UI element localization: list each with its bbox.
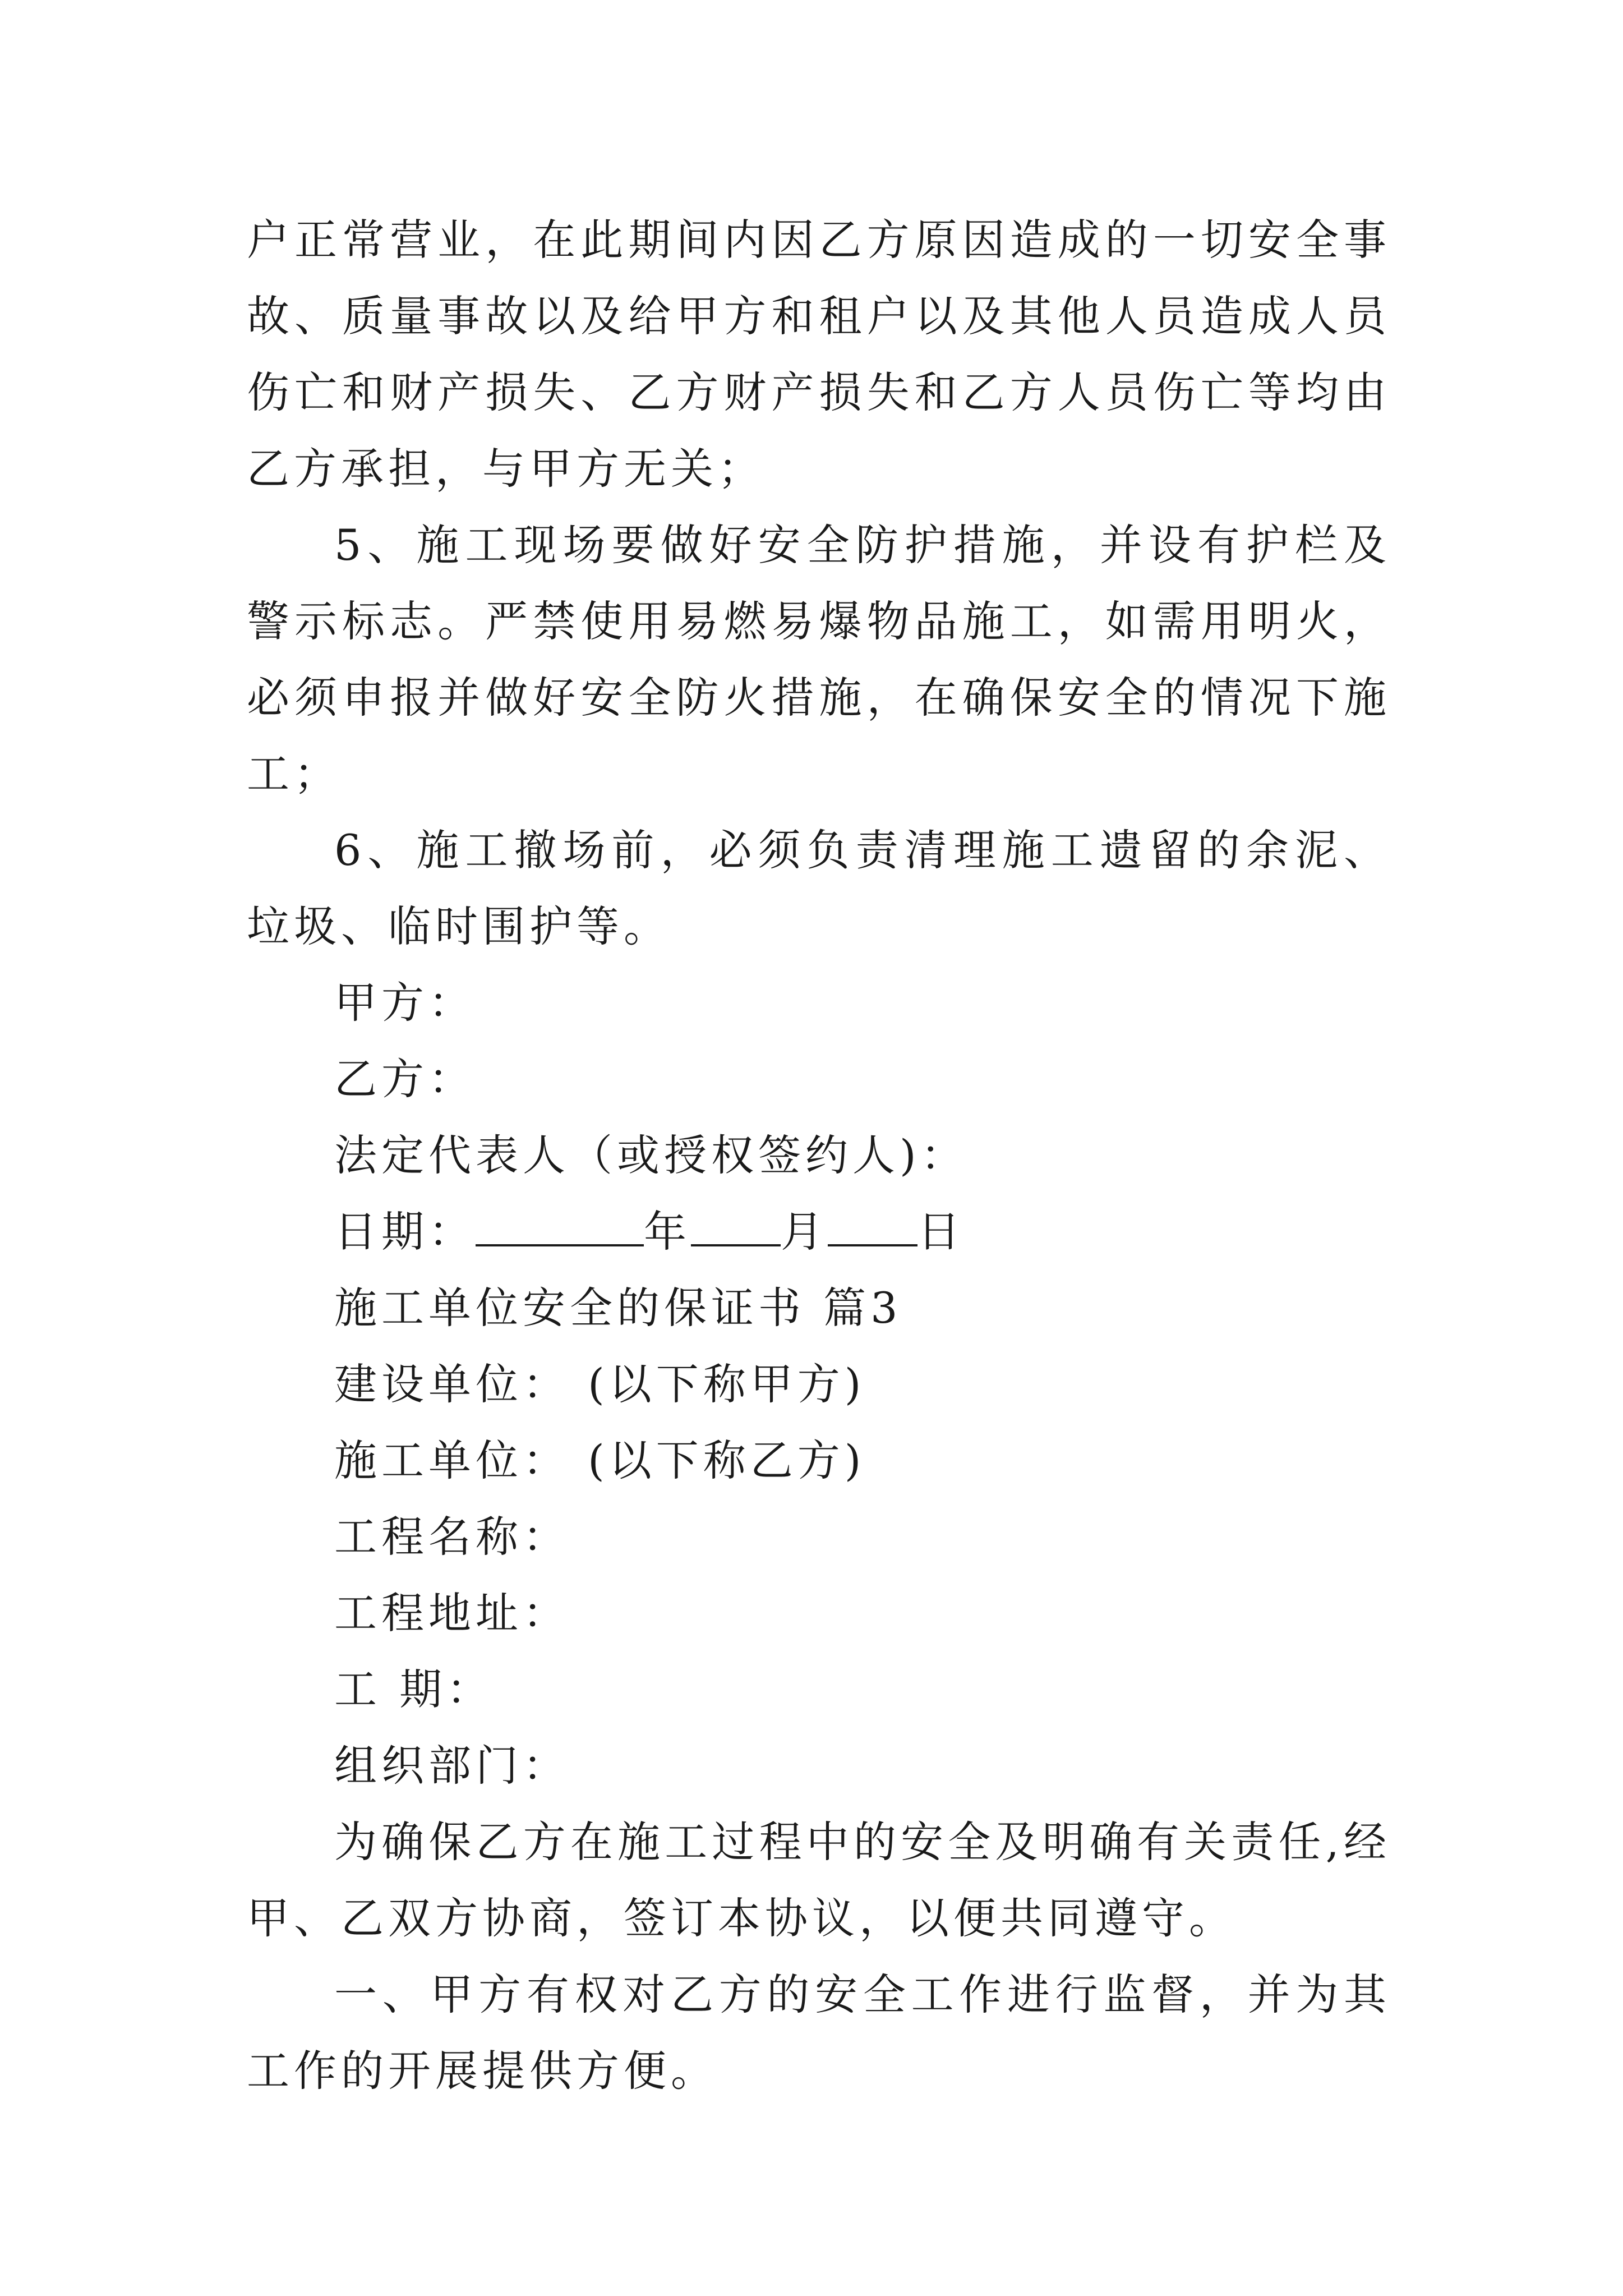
paragraph-clause-1: 一、甲方有权对乙方的安全工作进行监督，并为其工作的开展提供方便。 xyxy=(247,1970,1391,2096)
builder-field: 建设单位： (以下称甲方) xyxy=(334,1359,866,1409)
date-line xyxy=(247,1194,1391,1270)
duration-field: 工 期： xyxy=(334,1664,494,1714)
paragraph-clause-5: 5、施工现场要做好安全防护措施，并设有护栏及警示标志。严禁使用易燃易爆物品施工，如需用明火，必须申报并做好安全防火措施，在确保安全的情况下施工； xyxy=(247,520,1391,799)
party-a-label: 甲方： xyxy=(334,978,476,1028)
project-name-field: 工程名称： xyxy=(334,1512,570,1562)
date-label: 日期： xyxy=(334,1207,476,1257)
section-title: 施工单位安全的保证书 篇3 xyxy=(334,1283,902,1333)
paragraph-intro: 为确保乙方在施工过程中的安全及明确有关责任,经甲、乙双方协商，签订本协议，以便共同遵守。 xyxy=(247,1817,1391,1943)
day-blank xyxy=(828,1211,917,1246)
day-label: 日 xyxy=(917,1207,965,1257)
paragraph-liability: 户正常营业，在此期间内因乙方原因造成的一切安全事故、质量事故以及给甲方和租户以及其他人员造成人员伤亡和财产损失、乙方财产损失和乙方人员伤亡等均由乙方承担，与甲方无关； xyxy=(247,215,1391,494)
paragraph-clause-6: 6、施工撤场前，必须负责清理施工遗留的余泥、垃圾、临时围护等。 xyxy=(247,825,1391,951)
organizer-field: 组织部门： xyxy=(334,1741,570,1791)
representative-label: 法定代表人（或授权签约人)： xyxy=(334,1130,968,1180)
document-body xyxy=(247,202,1391,2109)
party-b-label: 乙方： xyxy=(334,1054,476,1104)
project-address-field: 工程地址： xyxy=(334,1588,570,1638)
month-blank xyxy=(691,1211,781,1246)
contractor-field: 施工单位： (以下称乙方) xyxy=(334,1435,866,1485)
year-blank xyxy=(476,1211,644,1246)
month-label: 月 xyxy=(781,1207,828,1257)
year-label: 年 xyxy=(644,1207,691,1257)
